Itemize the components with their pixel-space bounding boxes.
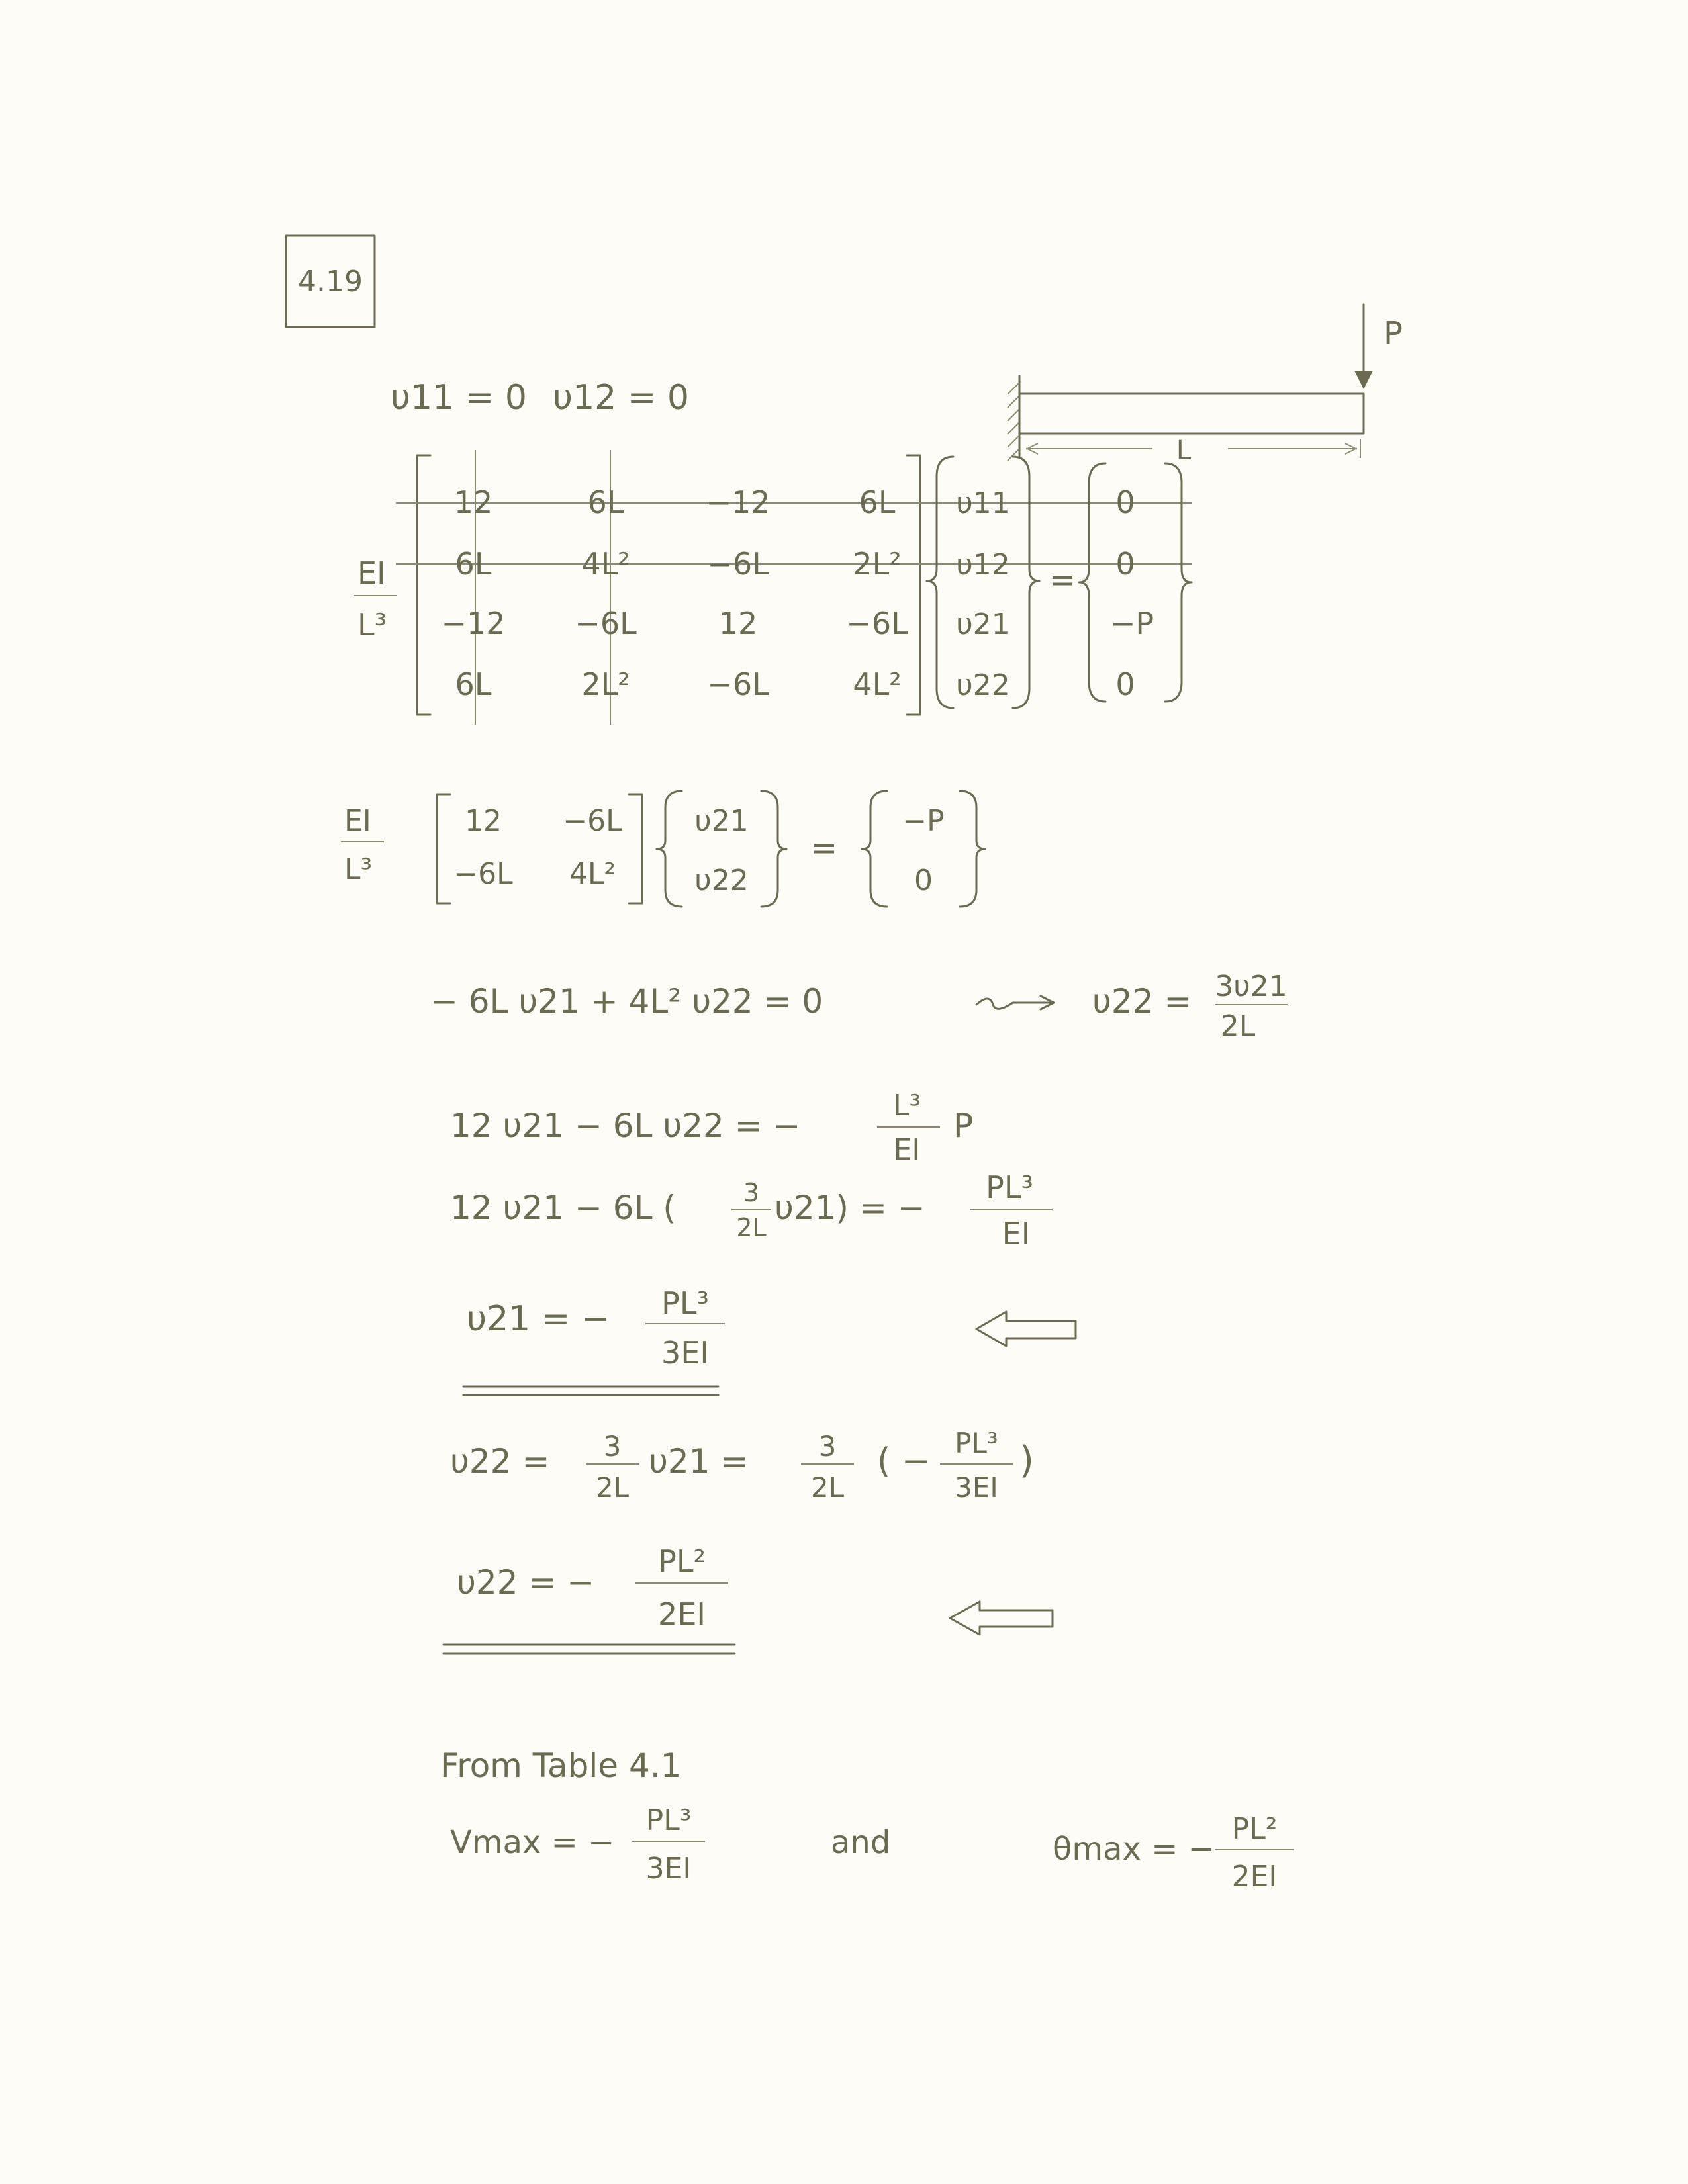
eq2-denominator: EI — [893, 1133, 921, 1167]
k-12: 6L — [587, 484, 624, 520]
r-22: 4L² — [569, 857, 616, 891]
u21-numerator: PL³ — [661, 1285, 709, 1321]
cantilever-diagram — [1008, 304, 1403, 466]
reduced-displacement-vector — [694, 804, 748, 897]
bc-u11: υ11 = 0 — [391, 378, 527, 418]
global-factor-numerator: EI — [357, 555, 386, 591]
force-4: 0 — [1115, 666, 1135, 702]
table-comparison — [440, 1747, 1294, 1893]
u21-denominator: 3EI — [661, 1335, 709, 1371]
u22-step-frac3-numerator: PL³ — [955, 1427, 998, 1459]
reduced-force-left-brace — [862, 791, 887, 907]
eq3-inner-numerator: 3 — [743, 1178, 760, 1207]
displacement-vector — [956, 486, 1009, 702]
force-3: −P — [1109, 606, 1154, 641]
r-12: −6L — [563, 804, 622, 838]
reduced-matrix — [453, 804, 622, 891]
eq3-lhs: 12 υ21 − 6L ( — [450, 1189, 676, 1227]
u21-lhs: υ21 = − — [467, 1299, 610, 1339]
eq2-numerator: L³ — [892, 1089, 921, 1122]
boundary-conditions — [391, 378, 689, 418]
equation-3 — [450, 1169, 1053, 1251]
u22-step-frac3-denominator: 3EI — [955, 1471, 998, 1504]
and-word: and — [831, 1824, 891, 1861]
force-left-brace — [1079, 463, 1105, 702]
reduced-factor-denominator: L³ — [344, 852, 373, 886]
k-24: 2L² — [853, 546, 902, 582]
problem-number-box — [286, 236, 375, 327]
equation-1 — [430, 970, 1288, 1043]
k-43: −6L — [707, 666, 769, 702]
implies-arrow — [976, 999, 1053, 1009]
displacement-left-brace — [927, 457, 953, 708]
u22-step-frac2-numerator: 3 — [818, 1430, 837, 1463]
reduced-disp-u21: υ21 — [694, 804, 749, 838]
reduced-equals: = — [810, 830, 838, 867]
matrix-left-bracket — [417, 455, 430, 715]
reduced-factor-numerator: EI — [344, 804, 371, 838]
theta-max-denominator: 2EI — [1231, 1860, 1278, 1893]
k-11: 12 — [453, 484, 493, 520]
reduced-left-bracket — [437, 794, 450, 903]
global-factor-denominator: L³ — [357, 607, 387, 643]
length-label: L — [1176, 435, 1192, 466]
stiffness-matrix — [441, 484, 908, 702]
eq2-lhs: 12 υ21 − 6L υ22 = − — [450, 1107, 801, 1145]
eq2-suffix: P — [953, 1107, 974, 1145]
force-right-brace — [1165, 463, 1192, 702]
reduced-stiffness-system — [341, 791, 985, 907]
k-31: −12 — [441, 606, 506, 641]
k-44: 4L² — [853, 666, 902, 702]
length-dimension — [1026, 435, 1360, 466]
k-32: −6L — [575, 606, 637, 641]
result-arrow-icon — [950, 1602, 1053, 1635]
beam — [1019, 394, 1364, 433]
r-11: 12 — [465, 804, 502, 838]
theta-max-lhs: θmax = − — [1053, 1831, 1215, 1868]
u22-numerator: PL² — [658, 1543, 706, 1579]
u22-step-frac2-denominator: 2L — [810, 1471, 845, 1504]
force-2: 0 — [1115, 546, 1135, 582]
disp-u11: υ11 — [956, 486, 1010, 520]
k-22: 4L² — [581, 546, 630, 582]
matrix-right-bracket — [907, 455, 920, 715]
theta-max-numerator: PL² — [1231, 1812, 1278, 1846]
result-u22 — [444, 1543, 1053, 1653]
eq3-denominator: EI — [1002, 1216, 1031, 1251]
r-21: −6L — [453, 857, 513, 891]
reduced-disp-left-brace — [657, 791, 682, 907]
eq1-lhs: − 6L υ21 + 4L² υ22 = 0 — [430, 982, 823, 1021]
u22-step-frac1-numerator: 3 — [603, 1430, 622, 1463]
eq3-numerator: PL³ — [986, 1169, 1033, 1205]
k-13: −12 — [706, 484, 771, 520]
reduced-force-1: −P — [902, 804, 945, 838]
vmax-denominator: 3EI — [645, 1852, 692, 1886]
u22-denominator: 2EI — [658, 1596, 706, 1632]
reduced-disp-right-brace — [761, 791, 786, 907]
result-u21 — [463, 1285, 1076, 1395]
eq1-rhs-denominator: 2L — [1220, 1009, 1256, 1043]
k-21: 6L — [455, 546, 492, 582]
force-1: 0 — [1115, 484, 1135, 520]
eq3-inner-denominator: 2L — [736, 1213, 767, 1242]
u22-substitution-step — [450, 1427, 1034, 1504]
comparison-intro: From Table 4.1 — [440, 1747, 682, 1785]
load-label: P — [1383, 315, 1403, 352]
global-stiffness-system — [354, 450, 1192, 725]
disp-u12: υ12 — [956, 548, 1010, 582]
bc-u12: υ12 = 0 — [553, 378, 689, 418]
vmax-numerator: PL³ — [645, 1803, 692, 1837]
u22-step-lhs: υ22 = — [450, 1442, 550, 1480]
vmax-lhs: Vmax = − — [450, 1824, 615, 1861]
u22-step-paren-open: ( − — [877, 1441, 931, 1481]
reduced-right-bracket — [629, 794, 642, 903]
k-23: −6L — [707, 546, 769, 582]
u22-step-middle: υ21 = — [649, 1442, 749, 1480]
u22-step-frac1-denominator: 2L — [595, 1471, 630, 1504]
u22-step-paren-close: ) — [1019, 1439, 1034, 1482]
global-equals: = — [1049, 562, 1076, 599]
k-41: 6L — [455, 666, 492, 702]
reduced-disp-u22: υ22 — [694, 864, 749, 897]
eq1-rhs-numerator: 3υ21 — [1215, 970, 1288, 1003]
eq3-inner-suffix: υ21) = − — [774, 1189, 925, 1227]
reduced-force-vector — [902, 804, 944, 897]
reduced-force-right-brace — [960, 791, 985, 907]
u22-lhs: υ22 = − — [457, 1563, 595, 1602]
displacement-right-brace — [1013, 457, 1039, 708]
disp-u22: υ22 — [956, 668, 1010, 702]
k-34: −6L — [846, 606, 908, 641]
force-vector — [1110, 484, 1154, 702]
result-arrow-icon — [976, 1312, 1076, 1346]
problem-number: 4.19 — [298, 265, 363, 298]
wall-hatching — [1008, 383, 1019, 461]
equation-2 — [450, 1089, 973, 1167]
disp-u21: υ21 — [956, 608, 1010, 641]
eq1-rhs-prefix: υ22 = — [1092, 982, 1192, 1021]
k-42: 2L² — [581, 666, 630, 702]
load-arrow-head — [1354, 371, 1373, 389]
k-33: 12 — [718, 606, 758, 641]
reduced-force-2: 0 — [914, 864, 933, 897]
k-14: 6L — [859, 484, 896, 520]
